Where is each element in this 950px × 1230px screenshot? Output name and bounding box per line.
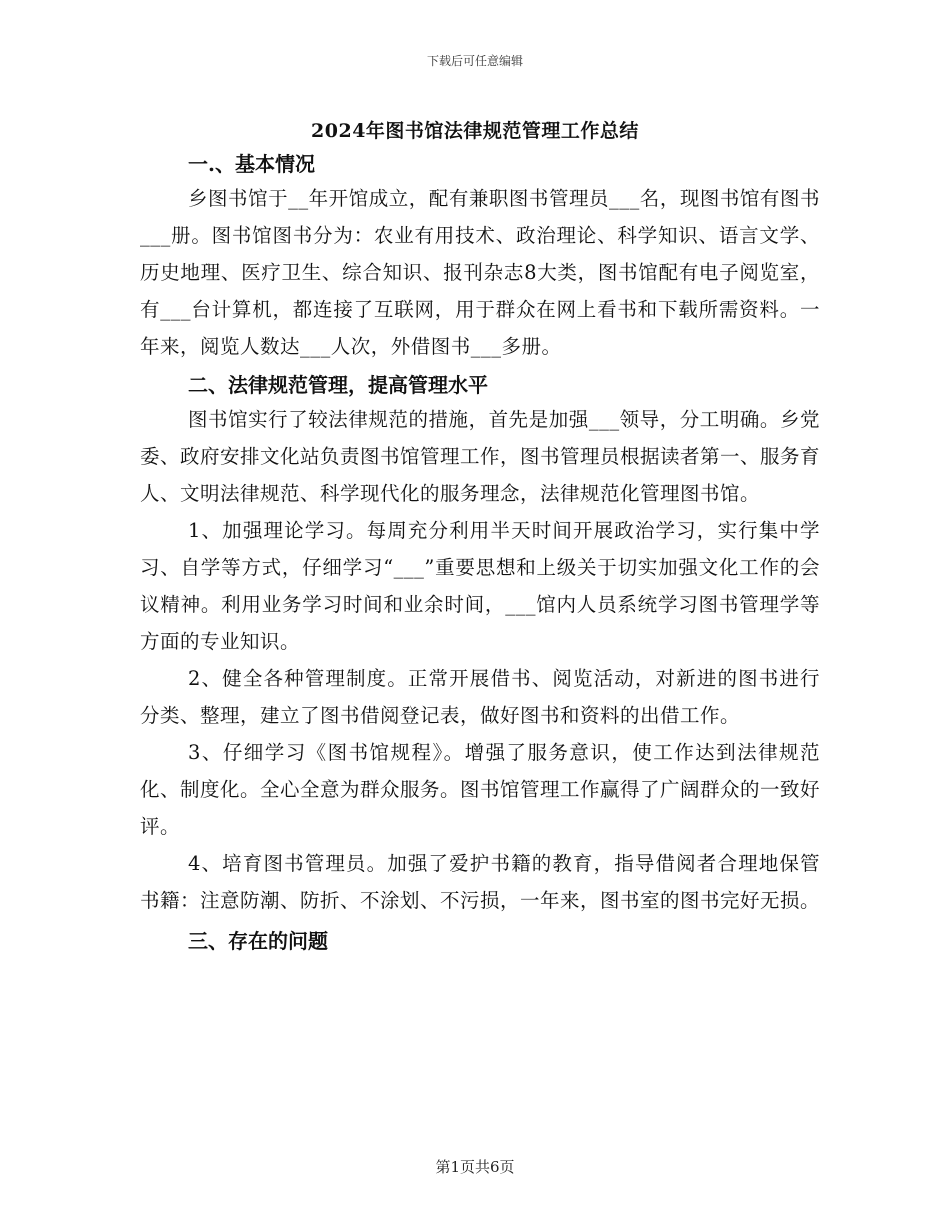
document-title: 2024年图书馆法律规范管理工作总结 <box>311 120 639 142</box>
section-heading-management: 二、法律规范管理，提高管理水平 <box>188 373 488 397</box>
header-note: 下载后可任意编辑 <box>426 54 523 68</box>
paragraph-library-rules: 3、仔细学习《图书馆规程》。增强了服务意识，使工作达到法律规范化、制度化。全心全意为群众服务。图书馆管理工作赢得了广阔群众的一致好评。 <box>140 741 821 838</box>
section-heading-problems: 三、存在的问题 <box>188 929 328 953</box>
document-body <box>140 148 820 957</box>
paragraph-librarian-training: 4、培育图书管理员。加强了爱护书籍的教育，指导借阅者合理地保管书籍：注意防潮、防折、不涂划、不污损，一年来，图书室的图书完好无损。 <box>140 852 821 912</box>
page-number: 第1页共6页 <box>435 1158 515 1176</box>
paragraph-basic-info: 乡图书馆于__年开馆成立，配有兼职图书管理员___名，现图书馆有图书___册。图书馆图书分为：农业有用技术、政治理论、科学知识、语言文学、历史地理、医疗卫生、综合知识、报刊杂志8大类，图书馆配有电子阅览室，有___台计算机，都连接了互联网，用于群众在网上看书和下载所需资料。一年来，阅览人数达___人次，外借图书___多册。 <box>140 187 820 358</box>
paragraph-management-intro: 图书馆实行了较法律规范的措施，首先是加强___领导，分工明确。乡党委、政府安排文化站负责图书馆管理工作，图书管理员根据读者第一、服务育人、文明法律规范、科学现代化的服务理念，法律规范化管理图书馆。 <box>140 408 821 505</box>
section-heading-basic-info: 一.、基本情况 <box>188 152 315 176</box>
paragraph-management-system: 2、健全各种管理制度。正常开展借书、阅览活动，对新进的图书进行分类、整理，建立了图书借阅登记表，做好图书和资料的出借工作。 <box>140 667 820 727</box>
paragraph-theory-study: 1、加强理论学习。每周充分利用半天时间开展政治学习，实行集中学习、自学等方式，仔细学习“___”重要思想和上级关于切实加强文化工作的会议精神。利用业务学习时间和业余时间，___馆内人员系统学习图书管理学等方面的专业知识。 <box>140 519 820 653</box>
